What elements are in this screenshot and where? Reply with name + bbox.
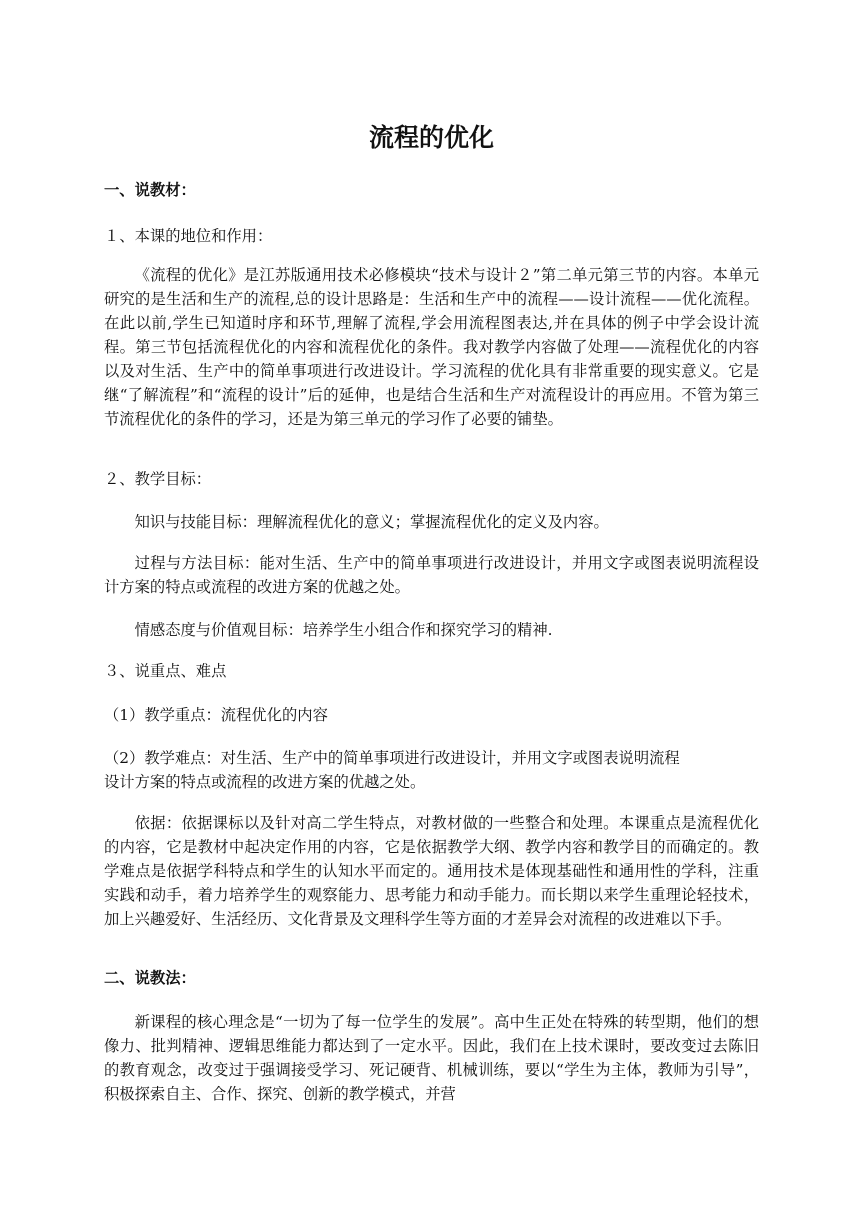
paragraph-teaching-method: 新课程的核心理念是“一切为了每一位学生的发展”。高中生正处在特殊的转型期，他们的想像力、批判精神、逻辑思维能力都达到了一定水平。因此，我们在上技术课时，要改变过去陈旧的教育观念，改变过于强调接受学习、死记硬背、机械训练，要以“学生为主体，教师为引导”，积极探索自主、合作、探究、创新的教学模式，并营 bbox=[104, 1013, 759, 1103]
goal-knowledge-skills: 知识与技能目标：理解流程优化的意义；掌握流程优化的定义及内容。 bbox=[134, 513, 609, 531]
goal-emotion-values: 情感态度与价值观目标：培养学生小组合作和探究学习的精神. bbox=[134, 621, 553, 639]
goal-process-methods: 过程与方法目标：能对生活、生产中的简单事项进行改进设计，并用文字或图表说明流程设计方案的特点或流程的改进方案的优越之处。 bbox=[104, 554, 759, 596]
difficult-point-line-1: （2）教学难点：对生活、生产中的简单事项进行改进设计，并用文字或图表说明流程 bbox=[104, 749, 680, 767]
subheading-key-difficult: ３、说重点、难点 bbox=[104, 662, 227, 680]
section-heading-method: 二、说教法： bbox=[104, 969, 196, 987]
key-point-text: （1）教学重点：流程优化的内容 bbox=[104, 706, 328, 724]
subheading-teaching-goals: ２、教学目标： bbox=[104, 470, 212, 488]
document-title: 流程的优化 bbox=[368, 123, 494, 152]
subheading-position-role: １、本课的地位和作用： bbox=[104, 227, 273, 245]
paragraph-position-role: 《流程的优化》是江苏版通用技术必修模块“技术与设计２”第二单元第三节的内容。本单元研究的是生活和生产的流程,总的设计思路是：生活和生产中的流程——设计流程——优化流程。在此以前,学生已知道时序和环节,理解了流程,学会用流程图表达,并在具体的例子中学会设计流程。第三节包括流程优化的内容和流程优化的条件。我对教学内容做了处理——流程优化的内容以及对生活、生产中的简单事项进行改进设计。学习流程的优化具有非常重要的现实意义。它是继“了解流程”和“流程的设计”后的延伸，也是结合生活和生产对流程设计的再应用。不管为第三节流程优化的条件的学习，还是为第三单元的学习作了必要的铺垫。 bbox=[104, 266, 759, 428]
section-heading-textbook: 一、说教材： bbox=[104, 181, 196, 199]
paragraph-basis: 依据：依据课标以及针对高二学生特点，对教材做的一些整合和处理。本课重点是流程优化的内容，它是教材中起决定作用的内容，它是依据教学大纲、教学内容和教学目的而确定的。教学难点是依据学科特点和学生的认知水平而定的。通用技术是体现基础性和通用性的学科，注重实践和动手，着力培养学生的观察能力、思考能力和动手能力。而长期以来学生重理论轻技术，加上兴趣爱好、生活经历、文化背景及文理科学生等方面的才差异会对流程的改进难以下手。 bbox=[104, 814, 759, 928]
difficult-point-line-2: 设计方案的特点或流程的改进方案的优越之处。 bbox=[104, 773, 426, 791]
